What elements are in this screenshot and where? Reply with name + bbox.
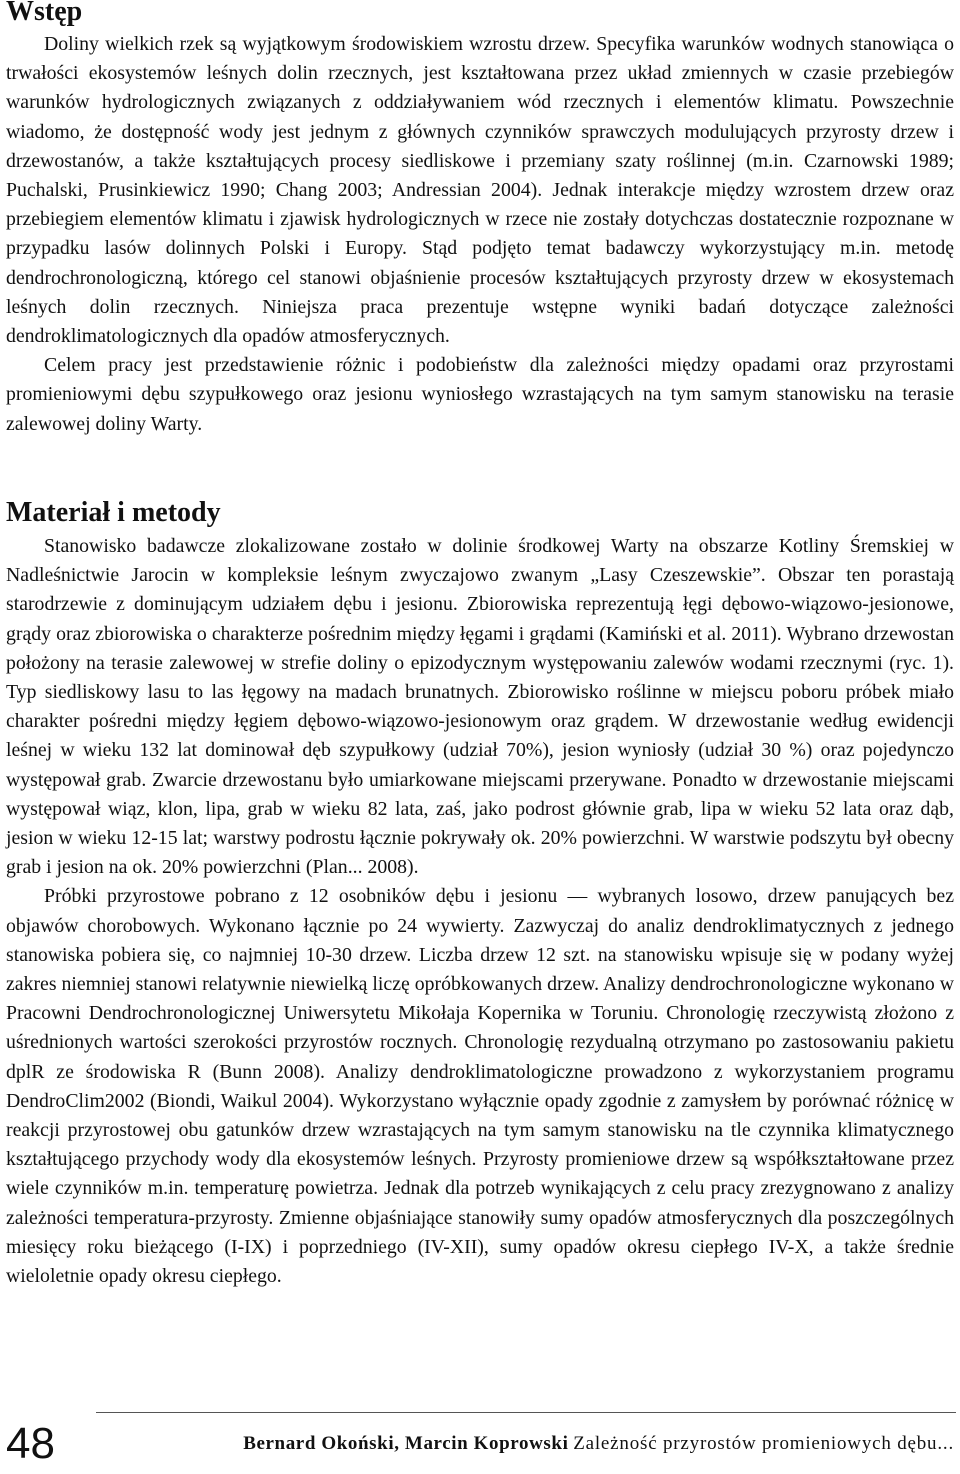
section-heading-methods: Materiał i metody [6, 497, 221, 528]
footer-short-title: Zależność przyrostów promieniowych dębu... [573, 1433, 954, 1454]
section-heading-intro: Wstęp [6, 0, 83, 27]
section-body-methods [6, 532, 954, 1291]
paragraph: Stanowisko badawcze zlokalizowane zostało w dolinie środkowej Warty na obszarze Kotliny Śremskiej w Nadleśnictwie Jarocin w kompleksie leśnym zwyczajowo zwanym „Lasy Czeszewskie”. Obszar ten porastają starodrzewie z dominującym udziałem dębu i jesionu. Zbiorowiska reprezentują łęgi dębowo-wiązowo-jesionowe, grądy oraz zbiorowiska o charakterze pośrednim między łęgami i grądami (Kamiński et al. 2011). Wybrano drzewostan położony na terasie zalewowej w strefie doliny o epizodycznym występowaniu zalewów wodami rzecznymi (ryc. 1). Typ siedliskowy lasu to las łęgowy na madach brunatnych. Zbiorowisko roślinne w miejscu poboru próbek miało charakter pośredni między łęgiem dębowo-wiązowo-jesionowym oraz grądem. W drzewostanie według ewidencji leśnej w wieku 132 lat dominował dęb szypułkowy (udział 70%), jesion wyniosły (udział 30 %) oraz pojedynczo występował grab. Zwarcie drzewostanu było umiarkowane miejscami przerywane. Ponadto w drzewostanie miejscami występował wiąz, klon, lipa, grab w wieku 82 lata, zaś, jako podrost głównie grab, lipa w wieku 52 lata oraz dąb, jesion w wieku 12-15 lat; warstwy podrostu łącznie pokrywały ok. 20% powierzchni. W warstwie podszytu był obecny grab i jesion na ok. 20% powierzchni (Plan... 2008). [6, 535, 954, 879]
footer-divider [96, 1412, 956, 1413]
paragraph: Celem pracy jest przedstawienie różnic i podobieństw dla zależności między opadami oraz przyrostami promieniowymi dębu szypułkowego oraz jesionu wyniosłego wzrastających na tym samym stanowisku na terasie zalewowej doliny Warty. [6, 354, 954, 435]
footer-authors: Bernard Okoński, Marcin Koprowski [243, 1433, 569, 1454]
page-number: 48 [6, 1419, 55, 1468]
running-footer [243, 1432, 954, 1456]
paragraph: Próbki przyrostowe pobrano z 12 osobników dębu i jesionu — wybranych losowo, drzew panujących bez objawów chorobowych. Wykonano łącznie po 24 wywierty. Zazwyczaj do analiz dendroklimatycznych z jednego stanowiska pobiera się, co najmniej 10-30 drzew. Liczba drzew 12 szt. na stanowisku wpisuje się w podany wyżej zakres niemniej stanowi relatywnie niewielką liczę opróbkowanych drzew. Analizy dendrochronologiczne wykonano w Pracowni Dendrochronologicznej Uniwersytetu Mikołaja Kopernika w Toruniu. Chronologię rzeczywistą złożono z uśrednionych wartości szerokości przyrostów rocznych. Chronologię rezydualną otrzymano po zastosowaniu pakietu dplR ze środowiska R (Bunn 2008). Analizy dendroklimatologiczne prowadzono z wykorzystaniem programu DendroClim2002 (Biondi, Waikul 2004). Wykorzystano wyłącznie opady zgodnie z zamysłem by porównać różnicę w reakcji przyrostowej obu gatunków drzew wzrastających na tym samym stanowisku na tle czynnika klimatycznego kształtującego przychody wody dla ekosystemów leśnych. Przyrosty promieniowe drzew są współkształtowane przez wiele czynników m.in. temperaturę powietrza. Jednak dla potrzeb wynikających z celu pracy zrezygnowano z analizy zależności temperatura-przyrosty. Zmienne objaśniające stanowiły sumy opadów atmosferycznych dla poszczególnych miesięcy roku bieżącego (I-IX) i poprzedniego (IV-XII), sumy opadów okresu ciepłego IV-X, a także średnie wieloletnie opady okresu ciepłego. [6, 885, 954, 1288]
paragraph: Doliny wielkich rzek są wyjątkowym środowiskiem wzrostu drzew. Specyfika warunków wodnych stanowiąca o trwałości ekosystemów leśnych dolin rzecznych, jest kształtowana przez układ zmiennych w czasie przebiegów warunków hydrologicznych związanych z oddziaływaniem wód rzecznych i elementów klimatu. Powszechnie wiadomo, że dostępność wody jest jednym z głównych czynników sprawczych modulujących przyrosty drzew i drzewostanów, a także kształtujących procesy siedliskowe i przemiany szaty roślinnej (m.in. Czarnowski 1989; Puchalski, Prusinkiewicz 1990; Chang 2003; Andressian 2004). Jednak interakcje między wzrostem drzew oraz przebiegiem elementów klimatu i zjawisk hydrologicznych w rzece nie zostały dotychczas dostatecznie rozpoznane w przypadku lasów dolinnych Polski i Europy. Stąd podjęto temat badawczy wykorzystujący m.in. metodę dendrochronologiczną, którego cel stanowi objaśnienie procesów kształtujących przyrosty drzew w ekosystemach leśnych dolin rzecznych. Niniejsza praca prezentuje wstępne wyniki badań dotyczące zależności dendroklimatologicznych dla opadów atmosferycznych. [6, 33, 954, 348]
section-body-intro [6, 30, 954, 439]
